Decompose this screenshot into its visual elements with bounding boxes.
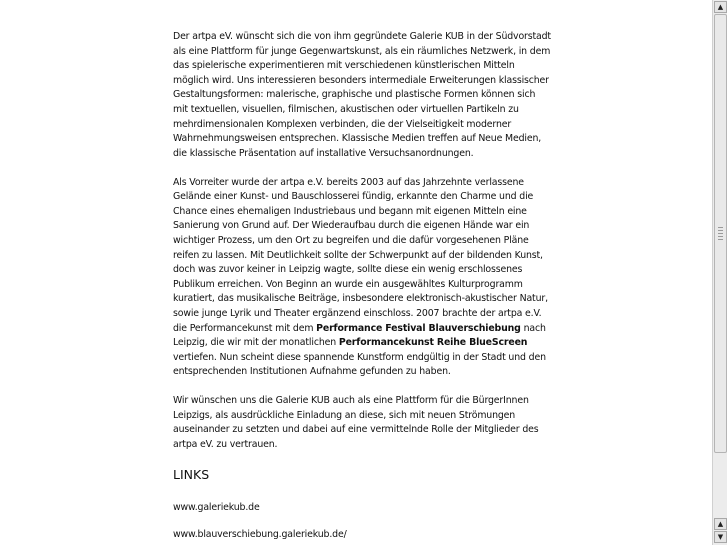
platform-paragraph: Wir wünschen uns die Galerie KUB auch als eine Plattform für die BürgerInnen Leipzigs, als ausdrückliche Einladung an diese, sich mit neuen Strömungen auseinander zu setzten und dabei auf eine vermittelnde Rolle der Mitglieder des artpa eV. zu vertrauen. <box>173 395 539 451</box>
scroll-up-arrow-icon-bottom[interactable]: ▲ <box>714 518 727 530</box>
link-blauverschiebung[interactable]: www.blauverschiebung.galeriekub.de/ <box>173 528 347 540</box>
festival-name: Performance Festival Blauverschiebung <box>316 322 521 334</box>
vertical-scrollbar[interactable] <box>712 0 727 545</box>
intro-paragraph: Der artpa eV. wünscht sich die von ihm gegründete Galerie KUB in der Südvorstadt als eine Plattform für junge Gegenwartskunst, als ein räumliches Netzwerk, in dem das spielerische experimentieren mit verschiedenen künstlerischen Mitteln möglich wird. Uns interessieren besonders intermediale Erweiterungen klassischer Gestaltungsformen: malerische, graphische und plastische Formen können sich mit textuellen, visuellen, filmischen, akustischen oder virtuellen Partikeln zu mehrdimensionalen Komplexen verbinden, die der Vielseitigkeit moderner Wahrnehmungsweisen entsprechen. Klassische Medien treffen auf Neue Medien, die klassische Präsentation auf installative Versuchsanordnungen. <box>173 31 551 159</box>
series-name: Performancekunst Reihe BlueScreen <box>338 337 528 349</box>
scroll-up-arrow-icon[interactable]: ▲ <box>714 1 727 13</box>
main-content <box>173 30 553 545</box>
history-paragraph <box>173 176 553 380</box>
scrollbar-thumb[interactable] <box>714 14 727 453</box>
history-text-1: Als Vorreiter wurde der artpa e.V. bereits 2003 auf das Jahrzehnte verlassene Gelände einer Kunst- und Bauschlosserei fündig, erkannte den Charme und die Chance eines ehemaligen Industriebaus und begann mit eigenen Mitteln eine Sanierung von Grund auf. Der Wiederaufbau durch die eigenen Hände war ein wichtiger Prozess, um den Ort zu begreifen und die dafür vorgesehenen Pläne reifen zu lassen. Mit Deutlichkeit sollte der Schwerpunkt auf der bildenden Kunst, doch was zuvor keiner in Leipzig wagte, sollte diese ein wenig erschlossenes Publikum erreichen. Von Beginn an wurde ein ausgewähltes Kulturprogramm kuratiert, das musikalische Beiträge, insbesondere elektronisch-akustischer Natur, sowie junge Lyrik und Theater ergänzend einschloss. 2007 brachte der artpa e.V. die Performancekunst mit dem <box>173 176 548 334</box>
link-galeriekub[interactable]: www.galeriekub.de <box>173 501 260 513</box>
scrollbar-grip-icon <box>718 227 723 241</box>
history-text-3: vertiefen. Nun scheint diese spannende Kunstform endgültig in der Stadt und den entsprechenden Institutionen Aufnahme gefunden zu haben. <box>173 351 546 378</box>
history-text-2: nach Leipzig, die wir mit der monatlichen <box>173 322 546 349</box>
scroll-down-arrow-icon[interactable]: ▼ <box>714 531 727 543</box>
links-heading: LINKS <box>173 466 210 482</box>
